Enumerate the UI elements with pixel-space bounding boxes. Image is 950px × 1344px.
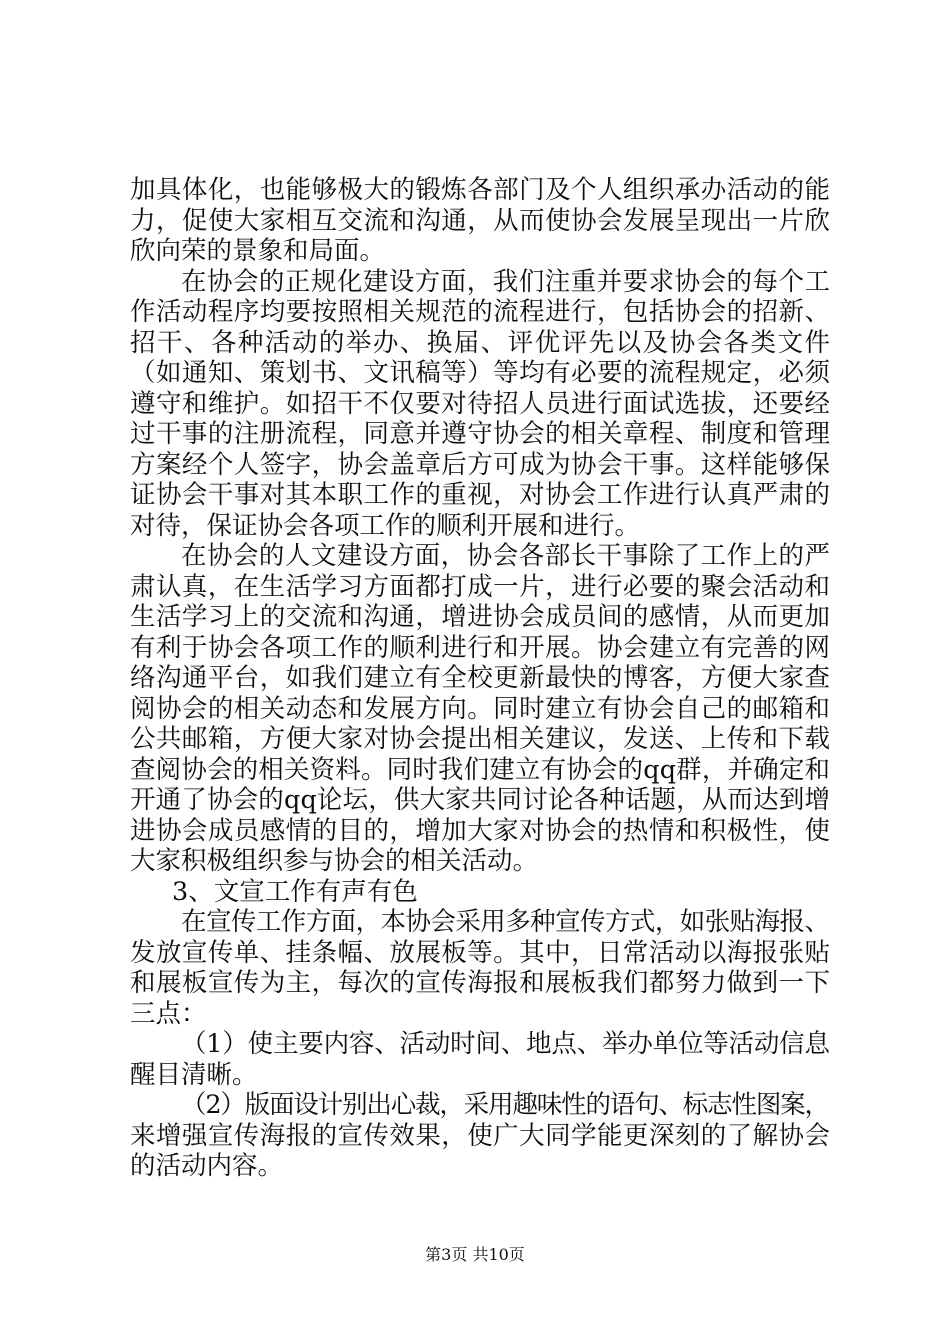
text-line [130, 389, 830, 420]
text-line [130, 938, 830, 969]
line-text: 方案经个人签字，协会盖章后方可成为协会干事。这样能够保 [130, 449, 831, 480]
text-line [130, 480, 830, 511]
text-line [130, 297, 830, 328]
text-line [130, 755, 830, 786]
text-line [130, 633, 830, 664]
text-line [130, 877, 830, 908]
line-text: 公共邮箱，方便大家对协会提出相关建议，发送、上传和下载 [130, 724, 831, 754]
line-text: 加具体化，也能够极大的锻炼各部门及个人组织承办活动的能 [130, 175, 831, 205]
paragraph [130, 1090, 830, 1182]
text-line [130, 1121, 830, 1152]
text-line [130, 724, 830, 755]
line-text: 在协会的人文建设方面，协会各部长干事除了工作上的严 [181, 541, 831, 571]
text-line [130, 785, 830, 816]
line-text: 有利于协会各项工作的顺利进行和开展。协会建立有完善的网 [130, 632, 831, 663]
line-text: 开通了协会的qq论坛，供大家共同讨论各种话题，从而达到增 [130, 785, 831, 815]
line-text: 查阅协会的相关资料。同时我们建立有协会的qq群，并确定和 [130, 754, 831, 785]
line-text: 来增强宣传海报的宣传效果，使广大同学能更深刻的了解协会 [130, 1120, 831, 1151]
page-footer [0, 1244, 950, 1266]
text-line [130, 602, 830, 633]
text-line [130, 511, 830, 542]
line-text: 的活动内容。 [130, 1151, 284, 1181]
line-text: 招干、各种活动的举办、换届、评优评先以及协会各类文件 [130, 327, 832, 358]
text-line [130, 907, 830, 938]
line-text: 阅协会的相关动态和发展方向。同时建立有协会自己的邮箱和 [130, 693, 831, 724]
line-text: 过干事的注册流程，同意并遵守协会的相关章程、制度和管理 [130, 419, 831, 449]
text-line [130, 206, 830, 237]
line-text: 作活动程序均要按照相关规范的流程进行，包括协会的招新、 [130, 297, 831, 327]
line-text: 对待，保证协会各项工作的顺利开展和进行。 [130, 510, 641, 541]
text-line [130, 572, 830, 603]
paragraph [130, 1029, 830, 1090]
line-text: （如通知、策划书、文讯稿等）等均有必要的流程规定，必须 [130, 358, 831, 388]
line-text: 在宣传工作方面，本协会采用多种宣传方式，如张贴海报、 [181, 907, 830, 937]
text-line [130, 694, 830, 725]
line-text: 大家积极组织参与协会的相关活动。 [130, 846, 539, 876]
paragraph [130, 541, 830, 877]
line-text: 证协会干事对其本职工作的重视，对协会工作进行认真严肃的 [130, 480, 831, 510]
paragraph [130, 175, 830, 267]
line-text: 遵守和维护。如招干不仅要对待招人员进行面试选拔，还要经 [130, 388, 831, 419]
text-line [130, 1060, 830, 1091]
line-text: 在协会的正规化建设方面，我们注重并要求协会的每个工 [181, 266, 831, 297]
paragraph [130, 907, 830, 1029]
line-text: 3、文宣工作有声有色 [172, 876, 418, 907]
text-line [130, 816, 830, 847]
body-text [130, 175, 830, 1182]
text-line [130, 1151, 830, 1182]
line-text: 三点： [130, 998, 207, 1029]
line-text: （1）使主要内容、活动时间、地点、举办单位等活动信息 [181, 1029, 830, 1059]
text-line [130, 419, 830, 450]
line-text: 络沟通平台，如我们建立有全校更新最快的博客，方便大家查 [130, 663, 831, 693]
line-text: 力，促使大家相互交流和沟通，从而使协会发展呈现出一片欣 [130, 205, 831, 236]
text-line [130, 541, 830, 572]
text-line [130, 968, 830, 999]
paragraph [130, 267, 830, 542]
line-text: 醒目清晰。 [130, 1059, 258, 1090]
text-line [130, 846, 830, 877]
line-text: （2）版面设计别出心裁，采用趣味性的语句、标志性图案， [181, 1090, 829, 1120]
text-line [130, 999, 830, 1030]
line-text: 和展板宣传为主，每次的宣传海报和展板我们都努力做到一下 [130, 968, 831, 998]
text-line [130, 175, 830, 206]
line-text: 进协会成员感情的目的，增加大家对协会的热情和积极性，使 [130, 815, 831, 846]
text-line [130, 1090, 830, 1121]
section-heading [130, 877, 830, 908]
line-text: 生活学习上的交流和沟通，增进协会成员间的感情，从而更加 [130, 602, 831, 632]
text-line [130, 1029, 830, 1060]
text-line [130, 328, 830, 359]
text-line [130, 663, 830, 694]
text-line [130, 267, 830, 298]
text-line [130, 450, 830, 481]
page-number-label: 第3页 共10页 [425, 1245, 525, 1264]
line-text: 欣向荣的景象和局面。 [130, 236, 386, 266]
text-line [130, 358, 830, 389]
line-text: 肃认真，在生活学习方面都打成一片，进行必要的聚会活动和 [130, 571, 831, 602]
text-line [130, 236, 830, 267]
line-text: 发放宣传单、挂条幅、放展板等。其中，日常活动以海报张贴 [130, 937, 831, 968]
